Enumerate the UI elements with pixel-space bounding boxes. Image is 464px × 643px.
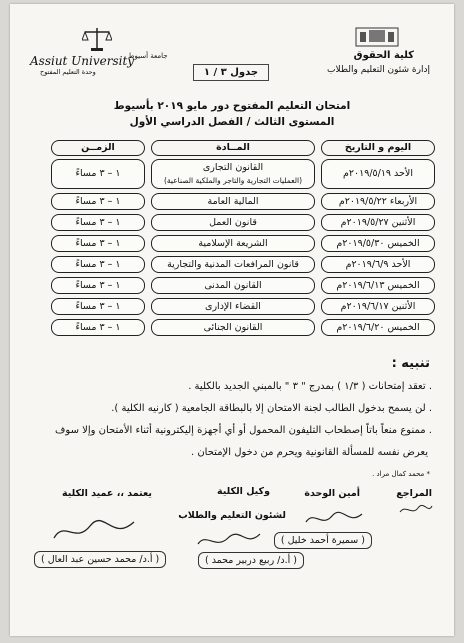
sig-vice-dean: وكيل الكلية <box>217 486 270 497</box>
row-time: ١ – ٣ مساءً <box>51 298 145 315</box>
row-subject-note: (العمليات التجارية والتاجر والملكية الصناعية) <box>163 176 303 185</box>
scales-icon <box>82 26 112 52</box>
schedule-label: جدول ٣ / ١ <box>193 64 269 81</box>
sig-dean: يعتمد ،، عميد الكلية <box>62 488 152 499</box>
sig-unit-secretary: أمين الوحدة <box>304 488 360 499</box>
row-date: الأثنين ٢٠١٩/٦/١٧م <box>321 298 435 315</box>
faculty-building-icon <box>355 26 399 48</box>
faculty-logo <box>355 26 399 48</box>
table-row <box>48 212 438 233</box>
row-date: الأحد ٢٠١٩/٦/٩م <box>321 256 435 273</box>
table-row <box>48 275 438 296</box>
dean-name: ( أ.د/ محمد حسين عبد العال ) <box>34 551 166 568</box>
university-name-arabic: جامعة أسيوط <box>128 52 168 60</box>
header-time: الزمــن <box>51 140 145 156</box>
table-row <box>48 157 438 191</box>
table-row <box>48 254 438 275</box>
row-date: الأحد ٢٠١٩/٥/١٩م <box>321 159 435 189</box>
note-item: . ممنوع منعاً باتاً إصطحاب التليفون المحمول أو أي أجهزة إليكترونية أثناء الأمتحان وإلا سوف <box>55 425 432 436</box>
document-page <box>10 4 454 636</box>
row-subject: الشريعة الإسلامية <box>151 235 315 252</box>
header-subject: المــادة <box>151 140 315 156</box>
handwritten-signature-dean <box>50 514 140 548</box>
row-subject <box>151 159 315 189</box>
university-emblem <box>82 26 112 56</box>
row-time: ١ – ٣ مساءً <box>51 319 145 336</box>
notes-heading: تنبيه : <box>391 356 430 371</box>
vice-dean-name: ( أ.د/ ربيع دربير محمد ) <box>198 552 304 569</box>
row-subject: قانون المرافعات المدنية والتجارية <box>151 256 315 273</box>
row-time: ١ – ٣ مساءً <box>51 256 145 273</box>
university-unit: وحدة التعليم المفتوح <box>40 68 96 76</box>
row-time: ١ – ٣ مساءً <box>51 159 145 189</box>
exam-subtitle: المستوى الثالث / الفصل الدراسي الأول <box>129 116 335 128</box>
note-item: يعرض نفسه للمسألة القانونية ويحرم من دخول الإمتحان . <box>190 447 428 458</box>
table-row <box>48 191 438 212</box>
sig-reviewer: المراجع <box>396 488 432 499</box>
handwritten-signature-vice-dean <box>194 528 264 552</box>
row-date: الأثنين ٢٠١٩/٥/٢٧م <box>321 214 435 231</box>
row-date: الخميس ٢٠١٩/٦/١٣م <box>321 277 435 294</box>
university-name-latin: Assiut University <box>30 54 135 68</box>
faculty-name: كلية الحقوق <box>353 50 414 61</box>
handwritten-signature-reviewer <box>398 502 434 518</box>
row-time: ١ – ٣ مساءً <box>51 277 145 294</box>
row-subject: القانون المدنى <box>151 277 315 294</box>
faculty-dept: إدارة شئون التعليم والطلاب <box>327 65 430 75</box>
exam-schedule-table <box>48 139 438 338</box>
row-time: ١ – ٣ مساءً <box>51 235 145 252</box>
table-row <box>48 317 438 338</box>
row-time: ١ – ٣ مساءً <box>51 193 145 210</box>
handwritten-signature-secretary <box>304 508 364 530</box>
row-subject: القضاء الإدارى <box>151 298 315 315</box>
row-subject: قانون العمل <box>151 214 315 231</box>
prepared-by: * محمد كمال مراد . <box>372 470 430 478</box>
row-subject: المالية العامة <box>151 193 315 210</box>
sig-vice-dean-role: لشئون التعليم والطلاب <box>178 510 286 521</box>
row-date: الأربعاء ٢٠١٩/٥/٢٢م <box>321 193 435 210</box>
table-header-row <box>48 139 438 157</box>
header-date: اليوم و التاريخ <box>321 140 435 156</box>
notes-list <box>32 376 432 464</box>
note-item: . لن يسمح بدخول الطالب لجنة الامتحان إلا بالبطاقة الجامعية ( كارنيه الكلية ). <box>111 403 432 414</box>
row-date: الخميس ٢٠١٩/٥/٣٠م <box>321 235 435 252</box>
row-time: ١ – ٣ مساءً <box>51 214 145 231</box>
table-row <box>48 233 438 254</box>
exam-title: امتحان التعليم المفتوح دور مايو ٢٠١٩ بأسيوط <box>113 100 351 112</box>
note-item: . تعقد إمتحانات ( ١/٣ ) بمدرج " ٣ " بالمبني الجديد بالكلية . <box>188 381 432 392</box>
row-subject-name: القانون التجارى <box>202 162 264 173</box>
row-subject: القانون الجنائى <box>151 319 315 336</box>
secretary-name: ( سميرة أحمد خليل ) <box>274 532 372 549</box>
row-date: الخميس ٢٠١٩/٦/٢٠م <box>321 319 435 336</box>
table-row <box>48 296 438 317</box>
